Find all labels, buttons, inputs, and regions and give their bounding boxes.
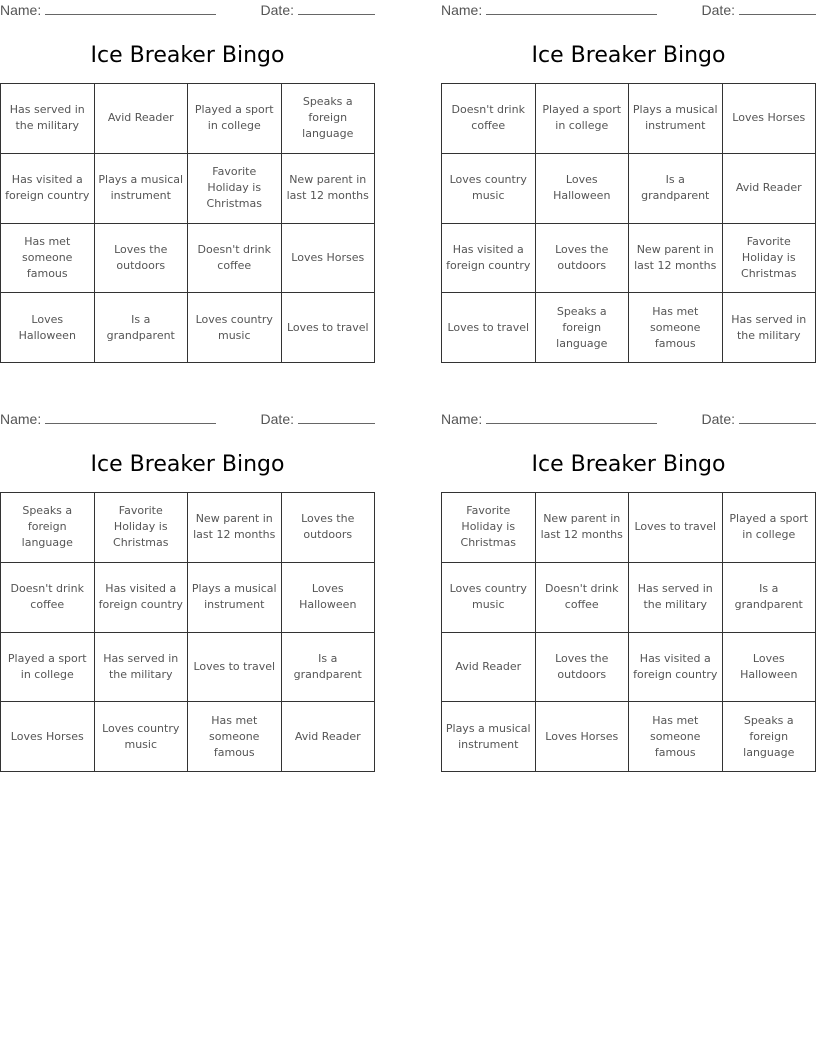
bingo-cell[interactable]: Played a sport in college — [188, 84, 282, 154]
bingo-card-4 — [441, 409, 816, 759]
card-title: Ice Breaker Bingo — [531, 43, 726, 68]
bingo-cell[interactable]: Loves Halloween — [536, 154, 630, 224]
date-label: Date: — [260, 411, 294, 427]
bingo-cell[interactable]: Speaks a foreign language — [282, 84, 376, 154]
bingo-cell[interactable]: Loves Horses — [536, 702, 630, 772]
bingo-cell[interactable]: Avid Reader — [95, 84, 189, 154]
bingo-cell[interactable]: Favorite Holiday is Christmas — [95, 493, 189, 563]
bingo-cell[interactable]: Loves country music — [188, 293, 282, 363]
bingo-cell[interactable]: Avid Reader — [442, 633, 536, 703]
bingo-cell[interactable]: Loves to travel — [629, 493, 723, 563]
bingo-cell[interactable]: Speaks a foreign language — [536, 293, 630, 363]
date-field[interactable] — [702, 411, 816, 427]
bingo-grid — [0, 492, 375, 772]
bingo-cell[interactable]: Favorite Holiday is Christmas — [723, 224, 816, 294]
bingo-cell[interactable]: Loves the outdoors — [536, 224, 630, 294]
card-header — [0, 409, 375, 431]
name-label: Name: — [441, 411, 483, 427]
bingo-card-2 — [441, 0, 816, 350]
bingo-cell[interactable]: Loves Halloween — [723, 633, 816, 703]
bingo-cell[interactable]: Has served in the military — [723, 293, 816, 363]
bingo-cell[interactable]: Favorite Holiday is Christmas — [442, 493, 536, 563]
bingo-cell[interactable]: Loves country music — [442, 563, 536, 633]
bingo-cell[interactable]: Loves Horses — [282, 224, 376, 294]
bingo-cell[interactable]: Has served in the military — [1, 84, 95, 154]
bingo-cell[interactable]: Has met someone famous — [1, 224, 95, 294]
bingo-cell[interactable]: Plays a musical instrument — [188, 563, 282, 633]
bingo-grid — [441, 492, 816, 772]
bingo-cell[interactable]: Has visited a foreign country — [1, 154, 95, 224]
bingo-cell[interactable]: Loves Halloween — [282, 563, 376, 633]
card-header — [0, 0, 375, 22]
bingo-cell[interactable]: Has visited a foreign country — [95, 563, 189, 633]
bingo-cell[interactable]: New parent in last 12 months — [536, 493, 630, 563]
bingo-cell[interactable]: Loves the outdoors — [95, 224, 189, 294]
name-blank-line[interactable] — [45, 411, 216, 424]
name-blank-line[interactable] — [486, 411, 657, 424]
name-blank-line[interactable] — [45, 2, 216, 15]
bingo-cell[interactable]: Is a grandparent — [629, 154, 723, 224]
bingo-cell[interactable]: Loves to travel — [282, 293, 376, 363]
bingo-cell[interactable]: Plays a musical instrument — [629, 84, 723, 154]
date-field[interactable] — [261, 411, 375, 427]
name-label: Name: — [0, 2, 42, 18]
bingo-cell[interactable]: Has met someone famous — [629, 293, 723, 363]
bingo-cell[interactable]: Speaks a foreign language — [1, 493, 95, 563]
name-field[interactable] — [0, 2, 216, 18]
bingo-cell[interactable]: Favorite Holiday is Christmas — [188, 154, 282, 224]
bingo-cell[interactable]: Avid Reader — [282, 702, 376, 772]
name-label: Name: — [441, 2, 483, 18]
bingo-cell[interactable]: Has visited a foreign country — [629, 633, 723, 703]
bingo-cell[interactable]: Played a sport in college — [1, 633, 95, 703]
bingo-cell[interactable]: Has served in the military — [95, 633, 189, 703]
bingo-cell[interactable]: Loves the outdoors — [282, 493, 376, 563]
card-header — [441, 409, 816, 431]
bingo-cell[interactable]: Has met someone famous — [629, 702, 723, 772]
date-label: Date: — [701, 2, 735, 18]
bingo-cell[interactable]: New parent in last 12 months — [188, 493, 282, 563]
bingo-cell[interactable]: New parent in last 12 months — [282, 154, 376, 224]
bingo-grid — [0, 83, 375, 363]
card-title: Ice Breaker Bingo — [90, 452, 285, 477]
date-field[interactable] — [702, 2, 816, 18]
bingo-cell[interactable]: Loves Horses — [1, 702, 95, 772]
bingo-cell[interactable]: Is a grandparent — [282, 633, 376, 703]
bingo-cell[interactable]: Loves country music — [442, 154, 536, 224]
bingo-cell[interactable]: Doesn't drink coffee — [442, 84, 536, 154]
date-field[interactable] — [261, 2, 375, 18]
name-field[interactable] — [441, 411, 657, 427]
bingo-cell[interactable]: Is a grandparent — [723, 563, 816, 633]
bingo-card-1 — [0, 0, 375, 342]
bingo-cell[interactable]: Doesn't drink coffee — [188, 224, 282, 294]
bingo-cell[interactable]: Loves the outdoors — [536, 633, 630, 703]
card-title: Ice Breaker Bingo — [531, 452, 726, 477]
bingo-card-3 — [0, 409, 375, 759]
name-blank-line[interactable] — [486, 2, 657, 15]
bingo-cell[interactable]: Loves to travel — [188, 633, 282, 703]
bingo-cell[interactable]: Is a grandparent — [95, 293, 189, 363]
date-label: Date: — [701, 411, 735, 427]
date-label: Date: — [260, 2, 294, 18]
bingo-cell[interactable]: Loves country music — [95, 702, 189, 772]
bingo-cell[interactable]: Speaks a foreign language — [723, 702, 816, 772]
date-blank-line[interactable] — [298, 411, 375, 424]
date-blank-line[interactable] — [739, 411, 816, 424]
card-title: Ice Breaker Bingo — [90, 43, 285, 68]
name-field[interactable] — [441, 2, 657, 18]
card-header — [441, 0, 816, 22]
bingo-cell[interactable]: Has visited a foreign country — [442, 224, 536, 294]
date-blank-line[interactable] — [739, 2, 816, 15]
bingo-cell[interactable]: Plays a musical instrument — [442, 702, 536, 772]
bingo-cell[interactable]: Doesn't drink coffee — [1, 563, 95, 633]
bingo-cell[interactable]: Plays a musical instrument — [95, 154, 189, 224]
bingo-grid — [441, 83, 816, 363]
bingo-cell[interactable]: Loves to travel — [442, 293, 536, 363]
name-field[interactable] — [0, 411, 216, 427]
bingo-cell[interactable]: Has served in the military — [629, 563, 723, 633]
bingo-cell[interactable]: Has met someone famous — [188, 702, 282, 772]
name-label: Name: — [0, 411, 42, 427]
bingo-cell[interactable]: Loves Horses — [723, 84, 816, 154]
bingo-cell[interactable]: Avid Reader — [723, 154, 816, 224]
bingo-cell[interactable]: Loves Halloween — [1, 293, 95, 363]
bingo-cell[interactable]: Played a sport in college — [723, 493, 816, 563]
bingo-cell[interactable]: Played a sport in college — [536, 84, 630, 154]
date-blank-line[interactable] — [298, 2, 375, 15]
bingo-cell[interactable]: Doesn't drink coffee — [536, 563, 630, 633]
bingo-cell[interactable]: New parent in last 12 months — [629, 224, 723, 294]
